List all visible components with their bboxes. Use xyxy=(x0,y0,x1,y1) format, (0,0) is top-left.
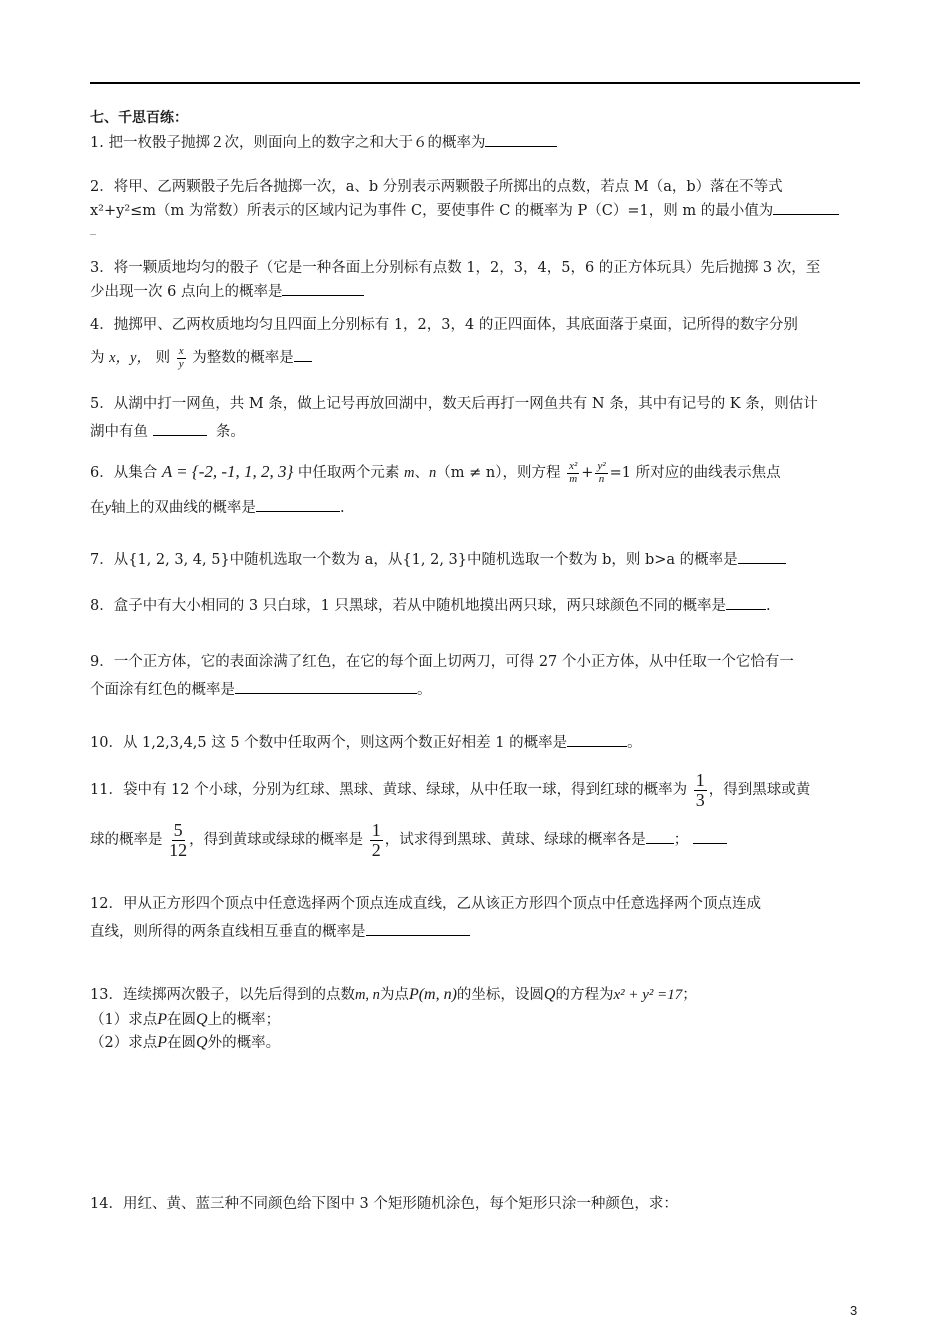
variable-m: m xyxy=(404,465,415,481)
point-expression: P(m, n) xyxy=(408,986,457,1003)
answer-blank xyxy=(726,594,766,610)
variables-m-n: m, n xyxy=(354,987,380,1003)
question-7 xyxy=(90,548,862,572)
question-text: 10．从 1,2,3,4,5 这 5 个数中任取两个，则这两个数正好相差 1 的概率是 xyxy=(90,735,568,751)
variable-p: P xyxy=(157,1034,168,1051)
answer-blank xyxy=(646,828,674,844)
answer-blank xyxy=(256,496,340,512)
question-12 xyxy=(90,893,862,943)
question-text: 球的概率是 xyxy=(90,832,163,848)
numerator: 1 xyxy=(695,769,705,790)
variable-q: Q xyxy=(196,1034,208,1051)
question-text: 为 xyxy=(90,350,105,366)
punctuation: 。 xyxy=(627,735,642,751)
numerator: y² xyxy=(597,459,606,472)
question-text: ，得到黑球或黄 xyxy=(708,782,811,798)
denominator: 12 xyxy=(169,839,188,860)
question-text: 为整数的概率是 xyxy=(192,350,294,366)
question-text: 12．甲从正方形四个顶点中任意选择两个顶点连成直线，乙从该正方形四个顶点中任意选择两个顶点连成 xyxy=(90,896,761,912)
operator: + xyxy=(581,465,594,481)
question-text: 8．盒子中有大小相同的 3 只白球，1 只黑球，若从中随机地摸出两只球，两只球颜色不同的概率是 xyxy=(90,598,726,614)
denominator: 2 xyxy=(371,839,381,860)
question-text: 少出现一次 6 点向上的概率是 xyxy=(90,284,283,300)
question-10 xyxy=(90,731,862,755)
separator: 、 xyxy=(414,465,430,481)
question-2 xyxy=(90,176,862,236)
question-text: 3．将一颗质地均匀的骰子（它是一种各面上分别标有点数 1，2，3，4，5，6 的正方体玩具）先后抛掷 3 次，至 xyxy=(90,260,821,276)
denominator: m xyxy=(569,472,578,485)
numerator: 1 xyxy=(371,819,381,840)
question-text: 在 xyxy=(90,500,105,516)
question-text: 的方程为 xyxy=(555,987,614,1003)
answer-blank xyxy=(485,131,557,147)
question-text: 湖中有鱼 xyxy=(90,424,148,440)
numerator: 5 xyxy=(173,819,183,840)
question-3 xyxy=(90,257,862,303)
denominator: y xyxy=(178,357,184,370)
punctuation: . xyxy=(766,598,771,614)
question-text: 则 xyxy=(155,350,171,366)
question-text: （2）求点 xyxy=(90,1035,158,1051)
set-expression: A = {-2, -1, 1, 2, 3} xyxy=(161,462,294,481)
question-5 xyxy=(90,393,862,443)
variable-y: y xyxy=(104,500,111,516)
question-11 xyxy=(90,768,862,864)
question-text: ，则方程 xyxy=(502,465,561,481)
answer-blank xyxy=(235,678,417,694)
section-title xyxy=(90,107,862,130)
fraction-x-over-y xyxy=(177,346,186,370)
punctuation: ； xyxy=(682,987,697,1003)
question-8 xyxy=(90,594,862,618)
question-text: ，试求得到黑球、黄球、绿球的概率各是 xyxy=(384,832,646,848)
question-text: 11．袋中有 12 个小球，分别为红球、黑球、黄球、绿球，从中任取一球，得到红球的概率为 xyxy=(90,782,688,798)
answer-blank xyxy=(153,420,207,436)
answer-blank xyxy=(567,731,627,747)
question-13 xyxy=(90,982,862,1054)
numerator: x xyxy=(178,344,184,357)
answer-blank xyxy=(294,346,312,362)
question-text: 在圆 xyxy=(167,1012,197,1028)
question-text: 直线，则所得的两条直线相互垂直的概率是 xyxy=(90,924,366,940)
variable-q: Q xyxy=(543,986,556,1003)
question-4 xyxy=(90,314,862,375)
question-text: 轴上的双曲线的概率是 xyxy=(110,500,256,516)
separator: ； xyxy=(673,832,689,848)
fraction-y2-over-n xyxy=(595,461,607,485)
section-heading: 七、千思百练： xyxy=(90,110,188,126)
question-text: 13．连续掷两次骰子，以先后得到的点数 xyxy=(90,987,355,1003)
question-text: =1 所对应的曲线表示焦点 xyxy=(609,465,781,481)
question-text: 上的概率； xyxy=(207,1012,281,1028)
answer-blank xyxy=(366,920,470,936)
variable-n: n xyxy=(429,465,437,481)
question-text: 个面涂有红色的概率是 xyxy=(90,682,235,698)
fraction-5-over-12 xyxy=(169,821,187,860)
header-rule xyxy=(90,82,860,84)
answer-blank xyxy=(738,548,786,564)
question-14 xyxy=(90,1193,862,1216)
answer-blank xyxy=(773,199,839,215)
question-text: 在圆 xyxy=(167,1035,197,1051)
variables: x，y， xyxy=(109,350,151,366)
fraction-x2-over-m xyxy=(567,461,579,485)
question-text: ，得到黄球或绿球的概率是 xyxy=(189,832,364,848)
question-text: 的坐标，设圆 xyxy=(456,987,544,1003)
circle-equation: x² + y² =17 xyxy=(613,987,683,1003)
question-6 xyxy=(90,452,862,519)
question-1 xyxy=(90,131,862,155)
punctuation: . xyxy=(339,500,345,516)
question-text: 条。 xyxy=(215,424,245,440)
variable-p: P xyxy=(157,1011,168,1028)
numerator: x² xyxy=(569,459,578,472)
denominator: n xyxy=(598,472,605,485)
denominator: 3 xyxy=(695,789,705,810)
condition: （m ≠ n） xyxy=(436,465,503,481)
question-text: 6．从集合 xyxy=(90,465,158,481)
answer-blank xyxy=(693,828,727,844)
question-text: 1. 把一枚骰子抛掷２次，则面向上的数字之和大于６的概率为 xyxy=(90,135,486,151)
question-text: 7．从{1, 2, 3, 4, 5}中随机选取一个数为 a，从{1, 2, 3}中随机选取一个数为 b，则 b>a 的概率是 xyxy=(90,552,738,568)
answer-blank-continuation: _ xyxy=(90,221,96,235)
question-text: 中任取两个元素 xyxy=(297,465,400,481)
question-text: 4．抛掷甲、乙两枚质地均匀且四面上分别标有 1，2，3，4 的正四面体，其底面落于桌面，记所得的数字分别 xyxy=(90,317,798,333)
fraction-1-over-3 xyxy=(694,771,707,810)
question-9 xyxy=(90,651,862,701)
question-text: 外的概率。 xyxy=(207,1035,281,1051)
punctuation: 。 xyxy=(417,682,432,698)
question-text: 5．从湖中打一网鱼，共 M 条，做上记号再放回湖中，数天后再打一网鱼共有 N 条，其中有记号的 K 条，则估计 xyxy=(90,396,818,412)
variable-q: Q xyxy=(196,1011,208,1028)
question-text: 为点 xyxy=(379,987,409,1003)
question-text: 2．将甲、乙两颗骰子先后各抛掷一次，a、b 分别表示两颗骰子所掷出的点数，若点 M（a，b）落在不等式 xyxy=(90,179,783,195)
page-number: 3 xyxy=(850,1303,858,1318)
question-text: 14．用红、黄、蓝三种不同颜色给下图中 3 个矩形随机涂色，每个矩形只涂一种颜色，求： xyxy=(90,1196,678,1212)
question-text: x²+y²≤m（m 为常数）所表示的区域内记为事件 C，要使事件 C 的概率为 P（C）=1，则 m 的最小值为 xyxy=(90,203,774,219)
question-text: （1）求点 xyxy=(90,1012,158,1028)
answer-blank xyxy=(282,280,364,296)
fraction-1-over-2 xyxy=(370,821,383,860)
question-text: 9．一个正方体，它的表面涂满了红色，在它的每个面上切两刀，可得 27 个小正方体，从中任取一个它恰有一 xyxy=(90,654,794,670)
